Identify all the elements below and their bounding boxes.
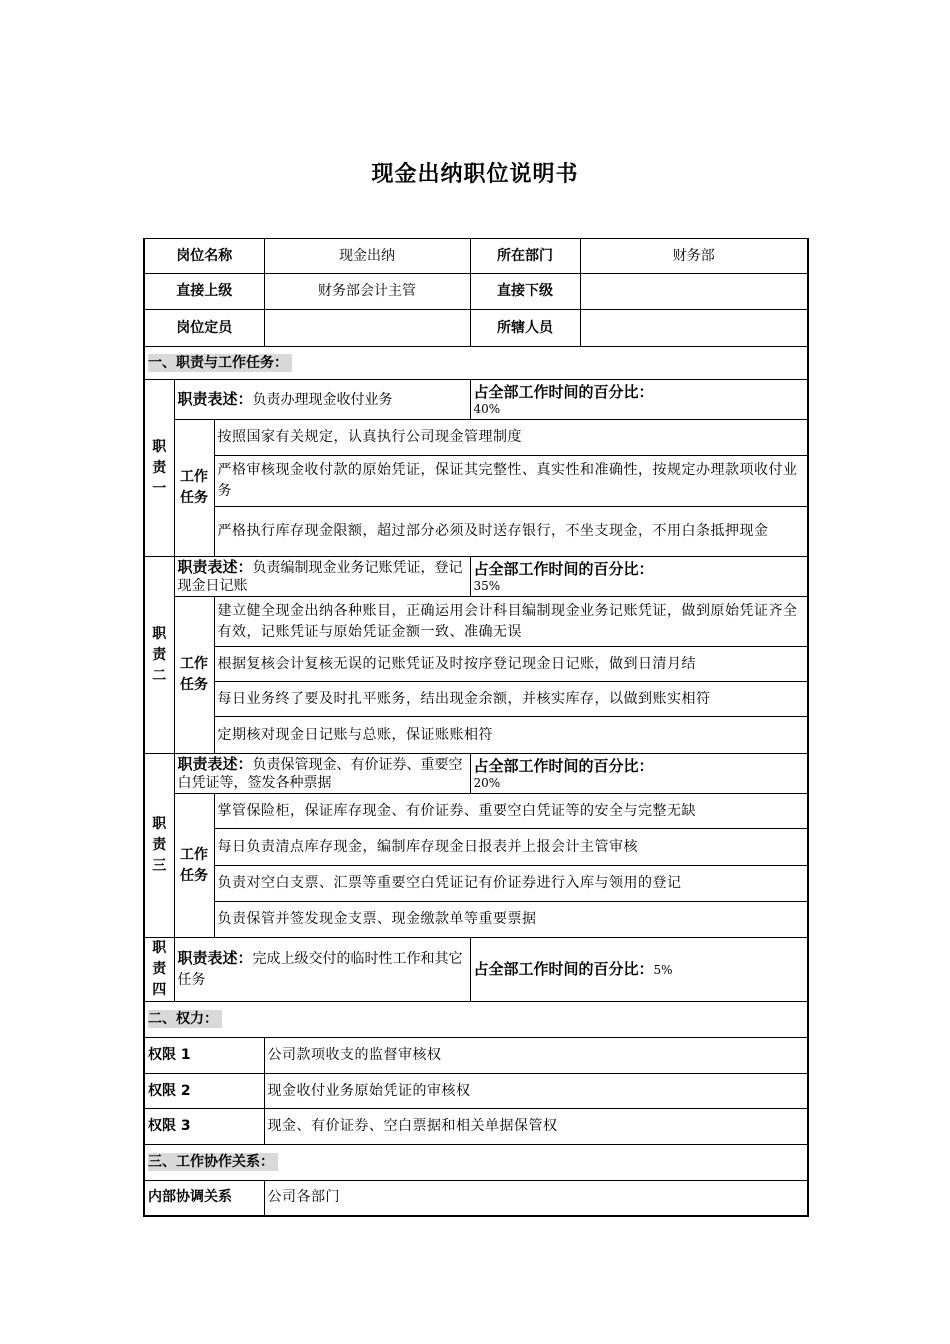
- position-name-value: 现金出纳: [264, 239, 470, 274]
- section1-title: 一、职责与工作任务：: [144, 347, 808, 380]
- duty3-task-1: 掌管保险柜，保证库存现金、有价证券、重要空白凭证等的安全与完整无缺: [214, 794, 808, 829]
- right-row: [144, 1109, 808, 1145]
- section2-header-row: [144, 1002, 808, 1038]
- department-label: 所在部门: [470, 239, 580, 274]
- basic-info-row-3: [144, 310, 808, 347]
- duty3-desc: 职责表述：负责保管现金、有价证券、重要空白凭证等，签发各种票据: [174, 754, 470, 794]
- basic-info-row-2: [144, 274, 808, 310]
- duty2-task-3: 每日业务终了要及时扎平账务，结出现金余额，并核实库存，以做到账实相符: [214, 682, 808, 717]
- right-1-label: 权限 1: [144, 1038, 264, 1074]
- section1-header-row: [144, 347, 808, 380]
- duty2-task-4: 定期核对现金日记账与总账，保证账账相符: [214, 717, 808, 754]
- duty1-desc-row: [144, 380, 808, 420]
- duty1-desc: 职责表述：负责办理现金收付业务: [174, 380, 470, 420]
- internal-coordination-label: 内部协调关系: [144, 1181, 264, 1216]
- duty2-desc-row: [144, 557, 808, 597]
- right-row: [144, 1074, 808, 1109]
- headcount-value: [264, 310, 470, 347]
- duty4-desc: 职责表述：完成上级交付的临时性工作和其它任务: [174, 938, 470, 1002]
- position-name-label: 岗位名称: [144, 239, 264, 274]
- subordinate-label: 直接下级: [470, 274, 580, 310]
- duty1-task-label: 工作 任务: [174, 420, 214, 557]
- document-title: 现金出纳职位说明书: [371, 162, 579, 187]
- duty2-label: 职 责 二: [144, 557, 174, 754]
- subordinate-value: [580, 274, 808, 310]
- duty4-label: 职 责 四: [144, 938, 174, 1002]
- duty2-task-label: 工作 任务: [174, 597, 214, 754]
- internal-coordination-value: 公司各部门: [264, 1181, 808, 1216]
- duty1-task-row: [144, 456, 808, 507]
- duty4-row: [144, 938, 808, 1002]
- headcount-label: 岗位定员: [144, 310, 264, 347]
- duty1-task-2: 严格审核现金收付款的原始凭证，保证其完整性、真实性和准确性，按规定办理款项收付业务: [214, 456, 808, 507]
- duty2-task-row: [144, 717, 808, 754]
- section3-title: 三、工作协作关系：: [144, 1145, 808, 1181]
- right-2-text: 现金收付业务原始凭证的审核权: [264, 1074, 808, 1109]
- duty1-task-1: 按照国家有关规定，认真执行公司现金管理制度: [214, 420, 808, 456]
- duty2-task-row: [144, 682, 808, 717]
- duty3-label: 职 责 三: [144, 754, 174, 938]
- right-3-label: 权限 3: [144, 1109, 264, 1145]
- superior-value: 财务部会计主管: [264, 274, 470, 310]
- section3-header-row: [144, 1145, 808, 1181]
- duty1-pct: 占全部工作时间的百分比： 40%: [470, 380, 808, 420]
- duty2-task-row: [144, 597, 808, 647]
- duty3-task-row: [144, 794, 808, 829]
- job-description-table: [143, 238, 809, 1217]
- duty2-task-2: 根据复核会计复核无误的记账凭证及时按序登记现金日记账，做到日清月结: [214, 647, 808, 682]
- duty3-task-row: [144, 829, 808, 866]
- basic-info-row-1: [144, 239, 808, 274]
- right-1-text: 公司款项收支的监督审核权: [264, 1038, 808, 1074]
- duty1-task-row: [144, 420, 808, 456]
- duty2-pct: 占全部工作时间的百分比： 35%: [470, 557, 808, 597]
- superior-label: 直接上级: [144, 274, 264, 310]
- duty4-pct: 占全部工作时间的百分比：5%: [470, 938, 808, 1002]
- duty3-task-4: 负责保管并签发现金支票、现金缴款单等重要票据: [214, 902, 808, 938]
- section2-title: 二、权力：: [144, 1002, 808, 1038]
- right-2-label: 权限 2: [144, 1074, 264, 1109]
- duty3-task-row: [144, 902, 808, 938]
- duty3-task-2: 每日负责清点库存现金，编制库存现金日报表并上报会计主管审核: [214, 829, 808, 866]
- duty1-task-3: 严格执行库存现金限额，超过部分必须及时送存银行，不坐支现金，不用白条抵押现金: [214, 507, 808, 557]
- department-value: 财务部: [580, 239, 808, 274]
- duty3-task-label: 工作 任务: [174, 794, 214, 938]
- duty3-task-row: [144, 866, 808, 902]
- duty2-task-row: [144, 647, 808, 682]
- duty2-task-1: 建立健全现金出纳各种账目，正确运用会计科目编制现金业务记账凭证，做到原始凭证齐全有效，记账凭证与原始凭证金额一致、准确无误: [214, 597, 808, 647]
- duty3-desc-row: [144, 754, 808, 794]
- duty2-desc: 职责表述：负责编制现金业务记账凭证，登记现金日记账: [174, 557, 470, 597]
- managed-value: [580, 310, 808, 347]
- duty1-label: 职 责 一: [144, 380, 174, 557]
- right-row: [144, 1038, 808, 1074]
- duty1-task-row: [144, 507, 808, 557]
- managed-label: 所辖人员: [470, 310, 580, 347]
- right-3-text: 现金、有价证券、空白票据和相关单据保管权: [264, 1109, 808, 1145]
- duty3-task-3: 负责对空白支票、汇票等重要空白凭证记有价证券进行入库与领用的登记: [214, 866, 808, 902]
- internal-coordination-row: [144, 1181, 808, 1216]
- duty3-pct: 占全部工作时间的百分比： 20%: [470, 754, 808, 794]
